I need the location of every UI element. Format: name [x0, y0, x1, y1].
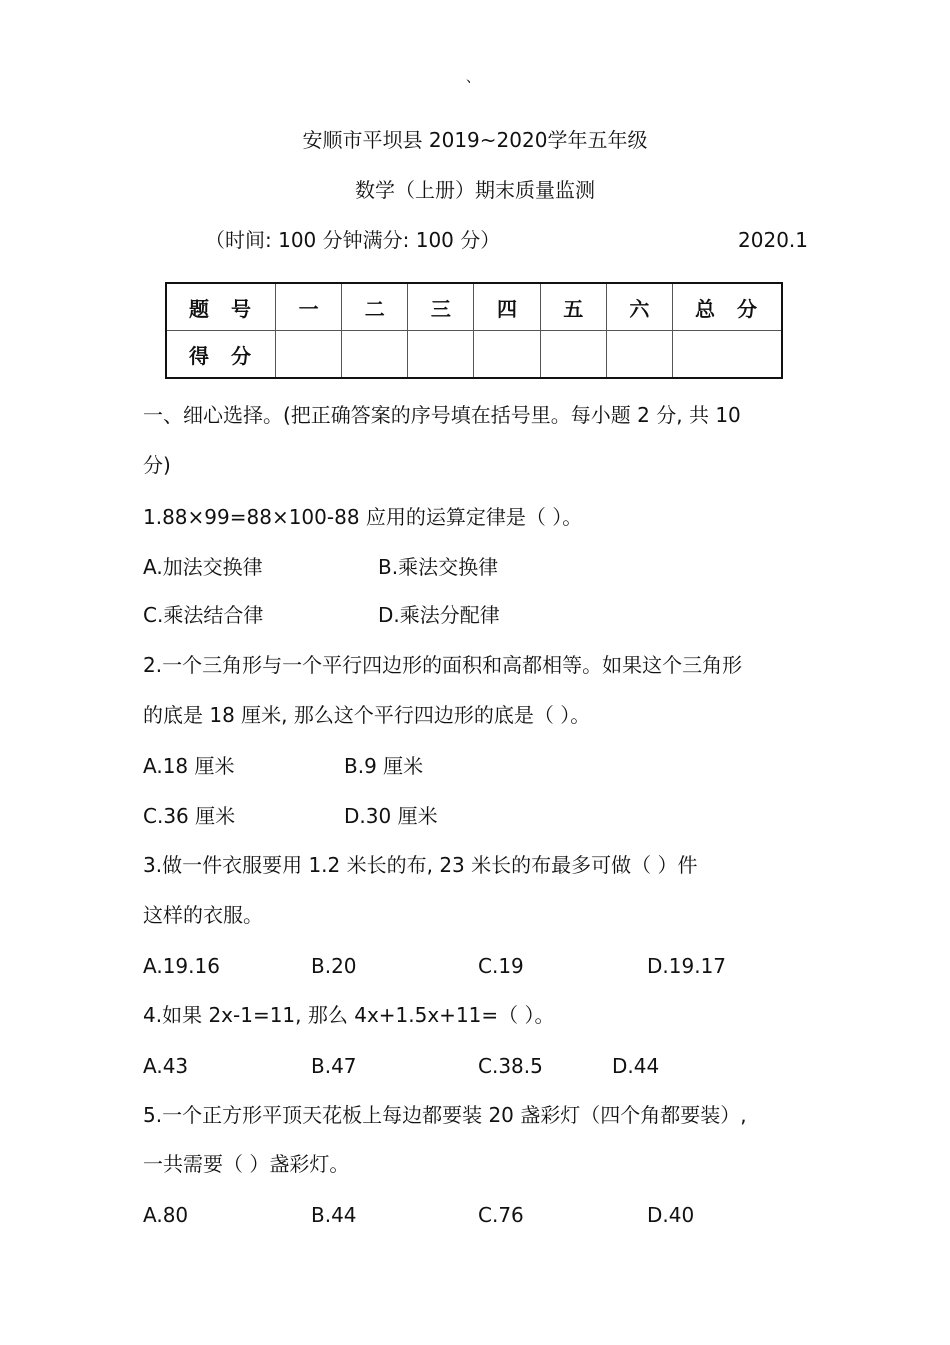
question-1-text: 1.88×99=88×100-88 应用的运算定律是（ ）。: [143, 505, 583, 529]
score-cell[interactable]: [408, 331, 474, 379]
exam-date: 2020.1: [738, 228, 808, 252]
score-cell[interactable]: [276, 331, 342, 379]
score-table-row1-label: 题号: [166, 283, 276, 331]
score-table-col-5: 五: [540, 283, 606, 331]
question-2-option-a: A.18 厘米: [143, 754, 235, 778]
score-table-col-6: 六: [606, 283, 672, 331]
question-5-option-b: B.44: [311, 1203, 357, 1227]
score-cell[interactable]: [540, 331, 606, 379]
score-table-col-1: 一: [276, 283, 342, 331]
question-2-text-line1: 2.一个三角形与一个平行四边形的面积和高都相等。如果这个三角形: [143, 653, 743, 677]
question-4-option-c: C.38.5: [478, 1054, 543, 1078]
score-cell[interactable]: [342, 331, 408, 379]
question-5-option-c: C.76: [478, 1203, 524, 1227]
question-1-option-b: B.乘法交换律: [378, 555, 499, 579]
score-table-row2-label: 得分: [166, 331, 276, 379]
score-table: [165, 282, 783, 379]
question-3-option-b: B.20: [311, 954, 357, 978]
question-3-option-d: D.19.17: [647, 954, 727, 978]
score-cell[interactable]: [606, 331, 672, 379]
question-4-text: 4.如果 2x-1=11, 那么 4x+1.5x+11=（ ）。: [143, 1003, 555, 1027]
header-mark: 、: [466, 70, 480, 86]
question-4-option-d: D.44: [612, 1054, 660, 1078]
score-table-col-4: 四: [474, 283, 540, 331]
section1-heading-line1: 一、细心选择。(把正确答案的序号填在括号里。每小题 2 分, 共 10: [143, 403, 741, 427]
score-table-total-label: 总分: [673, 283, 783, 331]
question-5-option-a: A.80: [143, 1203, 189, 1227]
question-3-text-line1: 3.做一件衣服要用 1.2 米长的布, 23 米长的布最多可做（ ）件: [143, 853, 698, 877]
question-4-option-a: A.43: [143, 1054, 189, 1078]
question-2-option-d: D.30 厘米: [344, 804, 438, 828]
score-cell[interactable]: [673, 331, 783, 379]
question-1-option-c: C.乘法结合律: [143, 603, 264, 627]
score-table-score-row: [166, 331, 782, 379]
question-3-option-a: A.19.16: [143, 954, 220, 978]
question-2-option-c: C.36 厘米: [143, 804, 236, 828]
question-3-option-c: C.19: [478, 954, 524, 978]
question-5-text-line2: 一共需要（ ）盏彩灯。: [143, 1152, 350, 1176]
section1-heading-line2: 分): [143, 453, 171, 477]
question-4-option-b: B.47: [311, 1054, 357, 1078]
question-5-option-d: D.40: [647, 1203, 695, 1227]
exam-info: （时间: 100 分钟满分: 100 分）: [205, 228, 501, 252]
score-table-header-row: [166, 283, 782, 331]
score-table-col-2: 二: [342, 283, 408, 331]
exam-title-line2: 数学（上册）期末质量监测: [355, 178, 595, 202]
question-1-option-a: A.加法交换律: [143, 555, 263, 579]
question-1-option-d: D.乘法分配律: [378, 603, 500, 627]
exam-title-line1: 安顺市平坝县 2019~2020学年五年级: [302, 128, 648, 152]
question-2-text-line2: 的底是 18 厘米, 那么这个平行四边形的底是（ ）。: [143, 703, 591, 727]
question-5-text-line1: 5.一个正方形平顶天花板上每边都要装 20 盏彩灯（四个角都要装）,: [143, 1103, 747, 1127]
question-3-text-line2: 这样的衣服。: [143, 903, 263, 927]
score-cell[interactable]: [474, 331, 540, 379]
question-2-option-b: B.9 厘米: [344, 754, 424, 778]
score-table-col-3: 三: [408, 283, 474, 331]
